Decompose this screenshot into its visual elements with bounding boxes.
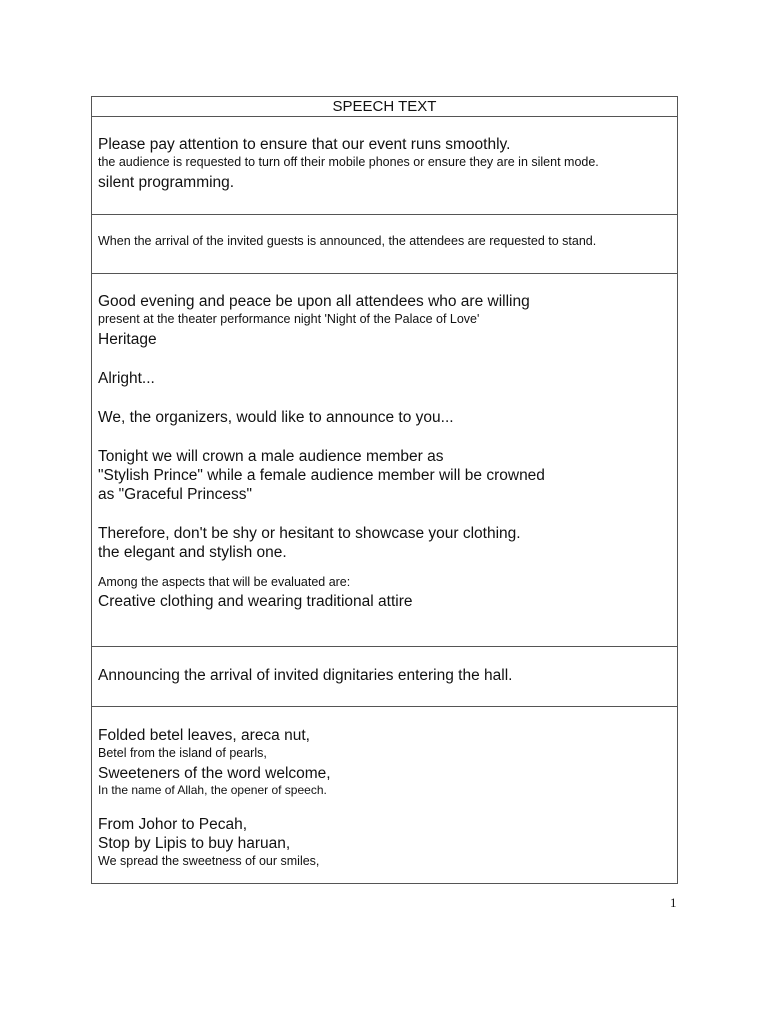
text-line: Creative clothing and wearing traditional attire <box>98 593 413 610</box>
text-line: From Johor to Pecah, <box>98 816 248 833</box>
text-line: In the name of Allah, the opener of speech. <box>98 783 327 797</box>
text-line: silent programming. <box>98 174 235 191</box>
text-line: We spread the sweetness of our smiles, <box>98 854 320 868</box>
text-line: We, the organizers, would like to announce to you... <box>98 409 454 426</box>
page-number: 1 <box>670 895 677 910</box>
table-row-instructions <box>92 117 677 215</box>
text-line: Good evening and peace be upon all attendees who are willing <box>98 293 530 310</box>
text-line: When the arrival of the invited guests is announced, the attendees are requested to stand. <box>98 234 597 248</box>
text-line: Please pay attention to ensure that our event runs smoothly. <box>98 136 511 153</box>
text-line: Betel from the island of pearls, <box>98 746 267 760</box>
text-line: Alright... <box>98 370 155 387</box>
text-line: Folded betel leaves, areca nut, <box>98 727 310 744</box>
table-row-pantun <box>92 707 677 883</box>
table-row-guests-arrival <box>92 215 677 274</box>
text-line: Stop by Lipis to buy haruan, <box>98 835 291 852</box>
text-line: Sweeteners of the word welcome, <box>98 765 331 782</box>
text-line: Announcing the arrival of invited dignitaries entering the hall. <box>98 667 513 684</box>
text-line: the elegant and stylish one. <box>98 544 287 561</box>
speech-table <box>91 96 678 884</box>
table-header-title: SPEECH TEXT <box>332 98 437 115</box>
text-line: as "Graceful Princess" <box>98 486 253 503</box>
text-line: "Stylish Prince" while a female audience member will be crowned <box>98 467 545 484</box>
table-row-welcome-speech <box>92 274 677 647</box>
text-line: Therefore, don't be shy or hesitant to showcase your clothing. <box>98 525 521 542</box>
table-row-dignitaries <box>92 647 677 707</box>
text-line: Tonight we will crown a male audience member as <box>98 448 444 465</box>
text-line: Among the aspects that will be evaluated are: <box>98 575 351 589</box>
text-line: the audience is requested to turn off their mobile phones or ensure they are in silent mode. <box>98 155 599 169</box>
table-header <box>92 97 677 117</box>
text-line: present at the theater performance night 'Night of the Palace of Love' <box>98 312 480 326</box>
text-line: Heritage <box>98 331 157 348</box>
